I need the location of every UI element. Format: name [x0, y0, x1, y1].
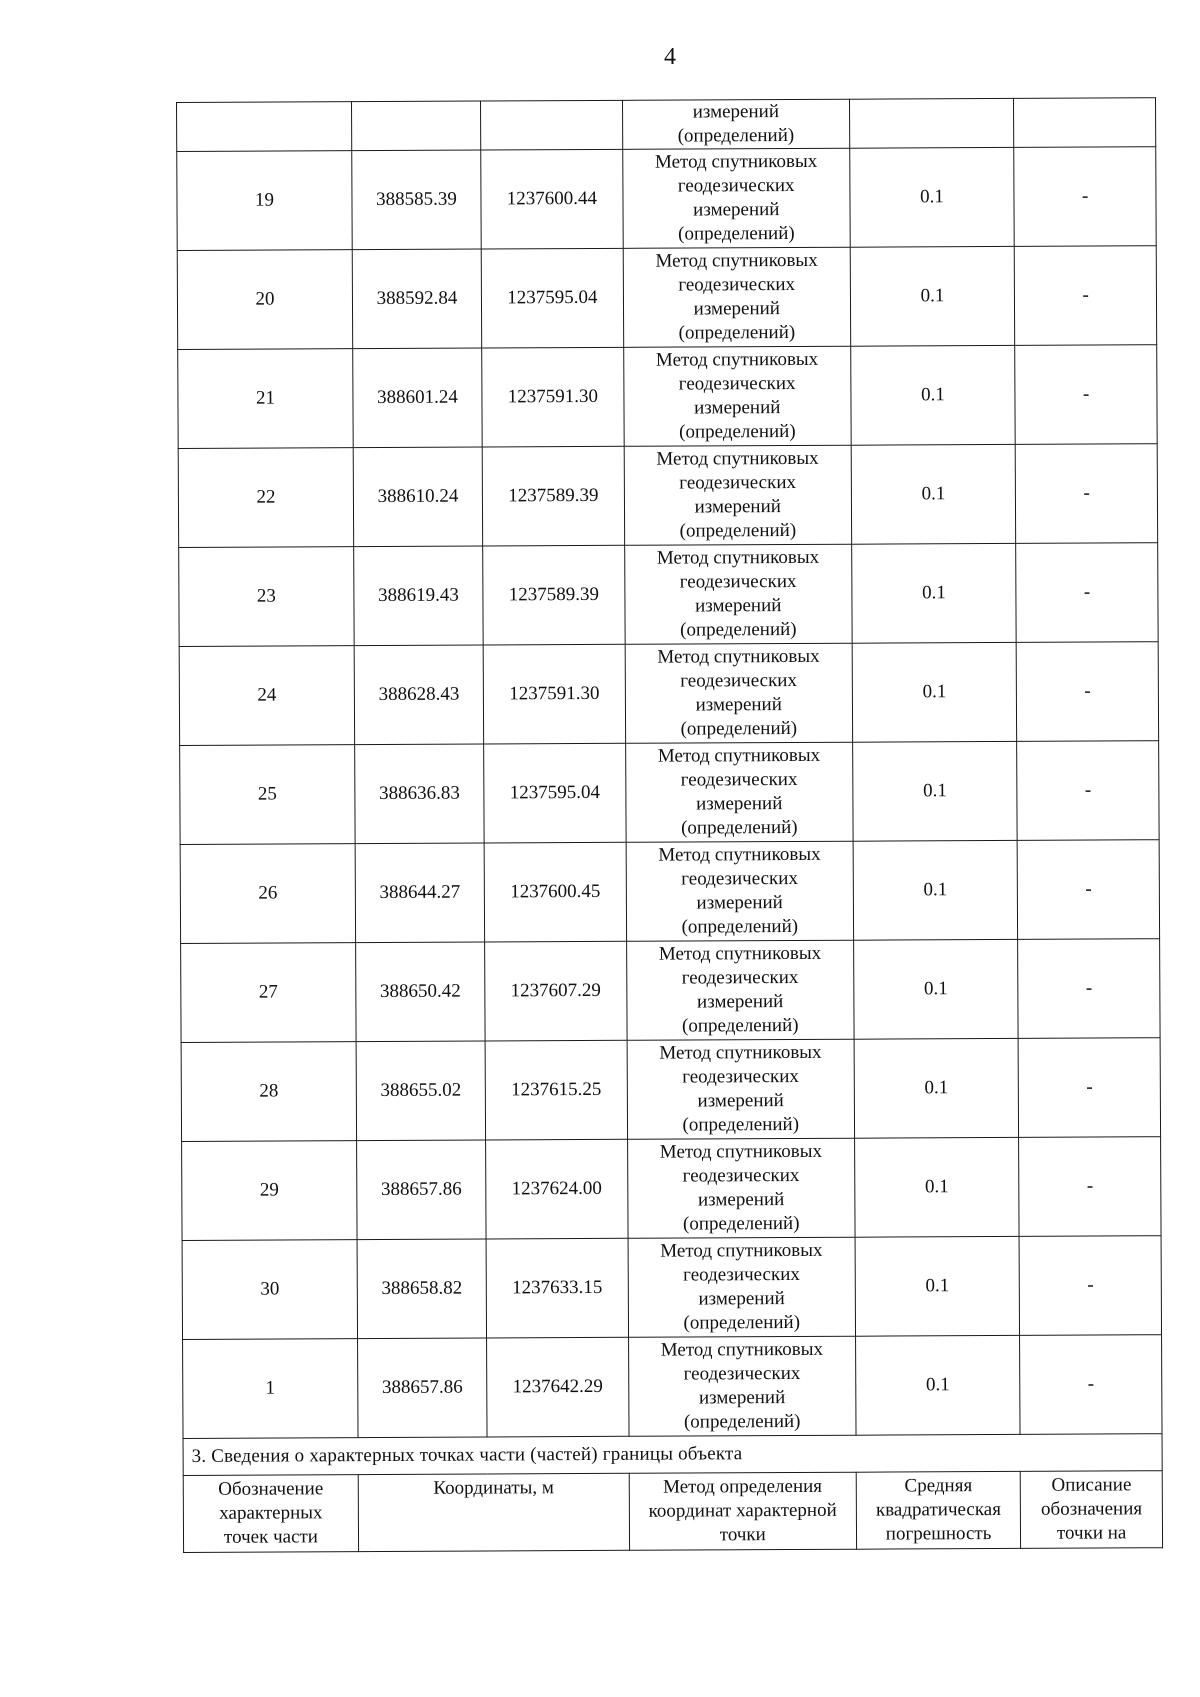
- table-row: [182, 1137, 1161, 1241]
- desc-cell: -: [1019, 1137, 1161, 1237]
- method-line: Метод спутниковых: [657, 645, 820, 668]
- x-cell: 388655.02: [356, 1041, 486, 1141]
- desc-cell: -: [1019, 1236, 1161, 1336]
- method-line: (определений): [680, 618, 797, 641]
- error-cell: 0.1: [855, 1335, 1020, 1435]
- y-cell: 1237642.29: [487, 1337, 629, 1437]
- method-line: геодезических: [682, 1065, 799, 1088]
- header-error: Средняя квадратическая погрешность: [856, 1471, 1021, 1549]
- error-cell: 0.1: [852, 741, 1017, 841]
- method-line: Метод спутниковых: [659, 1041, 822, 1064]
- point-cell: 27: [181, 943, 356, 1043]
- table-row: [181, 939, 1160, 1043]
- point-cell: 20: [177, 250, 352, 350]
- x-cell: 388628.43: [354, 645, 484, 745]
- table-row: [178, 345, 1157, 449]
- method-cell: [623, 247, 851, 347]
- point-cell: 28: [181, 1042, 356, 1142]
- coordinates-table-body: [177, 98, 1163, 1439]
- y-cell: 1237615.25: [485, 1040, 627, 1140]
- method-line: Метод спутниковых: [655, 348, 819, 371]
- desc-cell: -: [1017, 840, 1159, 940]
- y-cell: 1237591.30: [483, 644, 625, 744]
- method-line: геодезических: [680, 768, 798, 791]
- method-cell: [624, 445, 852, 545]
- error-cell: 0.1: [854, 1137, 1019, 1237]
- method-line: (определений): [682, 1212, 800, 1235]
- error-cell: 0.1: [855, 1236, 1020, 1336]
- method-cell: [625, 742, 853, 842]
- desc-cell: -: [1017, 741, 1159, 841]
- point-cell: 25: [180, 745, 355, 845]
- y-cell: 1237589.39: [482, 446, 624, 546]
- method-cell: [626, 841, 854, 941]
- method-line: измерений: [695, 694, 782, 716]
- method-line: измерений: [692, 101, 780, 123]
- table-row: [182, 1236, 1161, 1340]
- method-line: геодезических: [679, 471, 797, 494]
- header-method: Метод определения координат характерной точки: [629, 1472, 856, 1550]
- method-line: геодезических: [683, 1263, 800, 1286]
- method-line: измерений: [694, 496, 781, 518]
- section3-title-row: [183, 1434, 1162, 1476]
- y-cell: 1237591.30: [482, 347, 624, 447]
- table-row: [183, 1335, 1162, 1439]
- point-cell: 19: [177, 151, 352, 251]
- error-cell: 0.1: [851, 444, 1016, 544]
- x-cell: 388644.27: [355, 843, 485, 943]
- method-line: Метод спутниковых: [656, 546, 820, 569]
- x-cell: 388636.83: [355, 744, 485, 844]
- method-line: геодезических: [681, 867, 798, 890]
- header-coordinates: Координаты, м: [358, 1473, 629, 1551]
- desc-cell: -: [1015, 246, 1157, 346]
- method-line: Метод спутниковых: [660, 1239, 823, 1262]
- method-line: измерений: [698, 1288, 785, 1310]
- x-cell: 388585.39: [352, 150, 482, 250]
- point-cell: 23: [179, 547, 354, 647]
- method-line: геодезических: [682, 1164, 800, 1187]
- table-row: [178, 444, 1157, 548]
- page-number: 4: [664, 44, 676, 70]
- method-line: Метод спутниковых: [659, 1140, 823, 1163]
- header-description: Описание обозначения точки на: [1021, 1471, 1163, 1549]
- table-row: [180, 741, 1159, 845]
- error-cell: 0.1: [850, 246, 1015, 346]
- point-cell: 30: [182, 1240, 357, 1340]
- y-cell: 1237633.15: [486, 1238, 628, 1338]
- method-line: Метод спутниковых: [655, 249, 818, 272]
- method-line: (определений): [681, 1014, 799, 1037]
- y-cell: 1237607.29: [485, 941, 627, 1041]
- method-line: геодезических: [678, 372, 796, 395]
- desc-cell: -: [1014, 147, 1156, 247]
- x-cell: 388601.24: [353, 348, 483, 448]
- coordinates-table: [176, 97, 1163, 1553]
- coordinates-sheet: [176, 97, 1163, 1553]
- method-line: геодезических: [679, 570, 797, 593]
- table-row: [180, 840, 1159, 944]
- y-cell: 1237595.04: [484, 743, 626, 843]
- point-cell: 24: [179, 646, 354, 746]
- error-cell: 0.1: [850, 147, 1015, 247]
- method-line: измерений: [695, 595, 782, 617]
- error-cell: [849, 98, 1014, 148]
- method-cell: [624, 544, 852, 644]
- desc-cell: -: [1020, 1335, 1162, 1435]
- x-cell: 388658.82: [357, 1239, 487, 1339]
- desc-cell: [1014, 98, 1156, 148]
- method-line: измерений: [697, 1090, 784, 1112]
- table-row: [179, 642, 1158, 746]
- y-cell: 1237624.00: [486, 1139, 628, 1239]
- method-line: (определений): [679, 420, 796, 443]
- table-row: [181, 1038, 1160, 1142]
- method-line: Метод спутниковых: [658, 942, 822, 965]
- method-line: (определений): [681, 816, 798, 839]
- method-line: (определений): [681, 915, 799, 938]
- error-cell: 0.1: [853, 939, 1018, 1039]
- method-line: измерений: [698, 1387, 786, 1409]
- method-line: измерений: [694, 397, 781, 419]
- method-line: (определений): [679, 519, 797, 542]
- method-line: измерений: [696, 991, 784, 1013]
- x-cell: [351, 101, 480, 151]
- section3-title: 3. Сведения о характерных точках части (частей) границы объекта: [183, 1434, 1162, 1476]
- method-line: (определений): [678, 222, 795, 245]
- method-line: (определений): [683, 1311, 801, 1334]
- method-line: геодезических: [677, 174, 795, 197]
- table-row: [179, 543, 1158, 647]
- method-line: Метод спутниковых: [660, 1338, 824, 1361]
- point-cell: [177, 102, 352, 152]
- error-cell: 0.1: [851, 543, 1016, 643]
- method-line: (определений): [682, 1113, 800, 1136]
- method-line: (определений): [677, 124, 795, 147]
- method-line: (определений): [680, 717, 798, 740]
- method-line: (определений): [683, 1410, 801, 1433]
- desc-cell: -: [1018, 1038, 1160, 1138]
- method-line: измерений: [697, 1189, 785, 1211]
- desc-cell: -: [1016, 642, 1158, 742]
- error-cell: 0.1: [852, 642, 1017, 742]
- desc-cell: -: [1015, 345, 1157, 445]
- method-line: Метод спутниковых: [654, 150, 818, 173]
- method-cell: [626, 940, 854, 1040]
- method-line: геодезических: [683, 1362, 801, 1385]
- method-cell: [627, 1039, 855, 1139]
- method-line: измерений: [693, 298, 780, 320]
- desc-cell: -: [1018, 939, 1160, 1039]
- section3-header-row: [183, 1471, 1162, 1553]
- x-cell: 388657.86: [357, 1140, 487, 1240]
- method-line: измерений: [695, 793, 783, 815]
- method-line: Метод спутниковых: [657, 744, 821, 767]
- y-cell: [481, 100, 623, 150]
- continuation-row: [177, 98, 1156, 152]
- y-cell: 1237595.04: [481, 248, 623, 348]
- method-cell: [622, 148, 850, 248]
- method-cell: [623, 346, 851, 446]
- point-cell: 22: [178, 448, 353, 548]
- method-line: геодезических: [680, 669, 798, 692]
- method-cell: [625, 643, 853, 743]
- method-cell: [628, 1237, 856, 1337]
- method-line: Метод спутниковых: [658, 843, 821, 866]
- point-cell: 1: [183, 1339, 358, 1439]
- table-row: [177, 147, 1156, 251]
- method-line: Метод спутниковых: [656, 447, 819, 470]
- method-line: геодезических: [681, 966, 799, 989]
- method-cell: [622, 99, 849, 149]
- method-line: (определений): [678, 321, 796, 344]
- method-cell: [628, 1336, 856, 1436]
- point-cell: 29: [182, 1141, 357, 1241]
- y-cell: 1237600.44: [481, 149, 623, 249]
- header-point-designation: Обозначение характерных точек части: [183, 1475, 358, 1553]
- section3-body: [183, 1434, 1163, 1553]
- y-cell: 1237600.45: [484, 842, 626, 942]
- method-cell: [627, 1138, 855, 1238]
- x-cell: 388650.42: [356, 942, 486, 1042]
- x-cell: 388592.84: [352, 249, 482, 349]
- y-cell: 1237589.39: [483, 545, 625, 645]
- point-cell: 26: [180, 844, 355, 944]
- x-cell: 388610.24: [353, 447, 483, 547]
- table-row: [177, 246, 1156, 350]
- x-cell: 388657.86: [358, 1338, 488, 1438]
- point-cell: 21: [178, 349, 353, 449]
- error-cell: 0.1: [853, 840, 1018, 940]
- desc-cell: -: [1016, 444, 1158, 544]
- error-cell: 0.1: [854, 1038, 1019, 1138]
- error-cell: 0.1: [850, 345, 1015, 445]
- x-cell: 388619.43: [354, 546, 484, 646]
- desc-cell: -: [1016, 543, 1158, 643]
- method-line: геодезических: [678, 273, 796, 296]
- method-line: измерений: [696, 892, 783, 914]
- method-line: измерений: [693, 199, 780, 221]
